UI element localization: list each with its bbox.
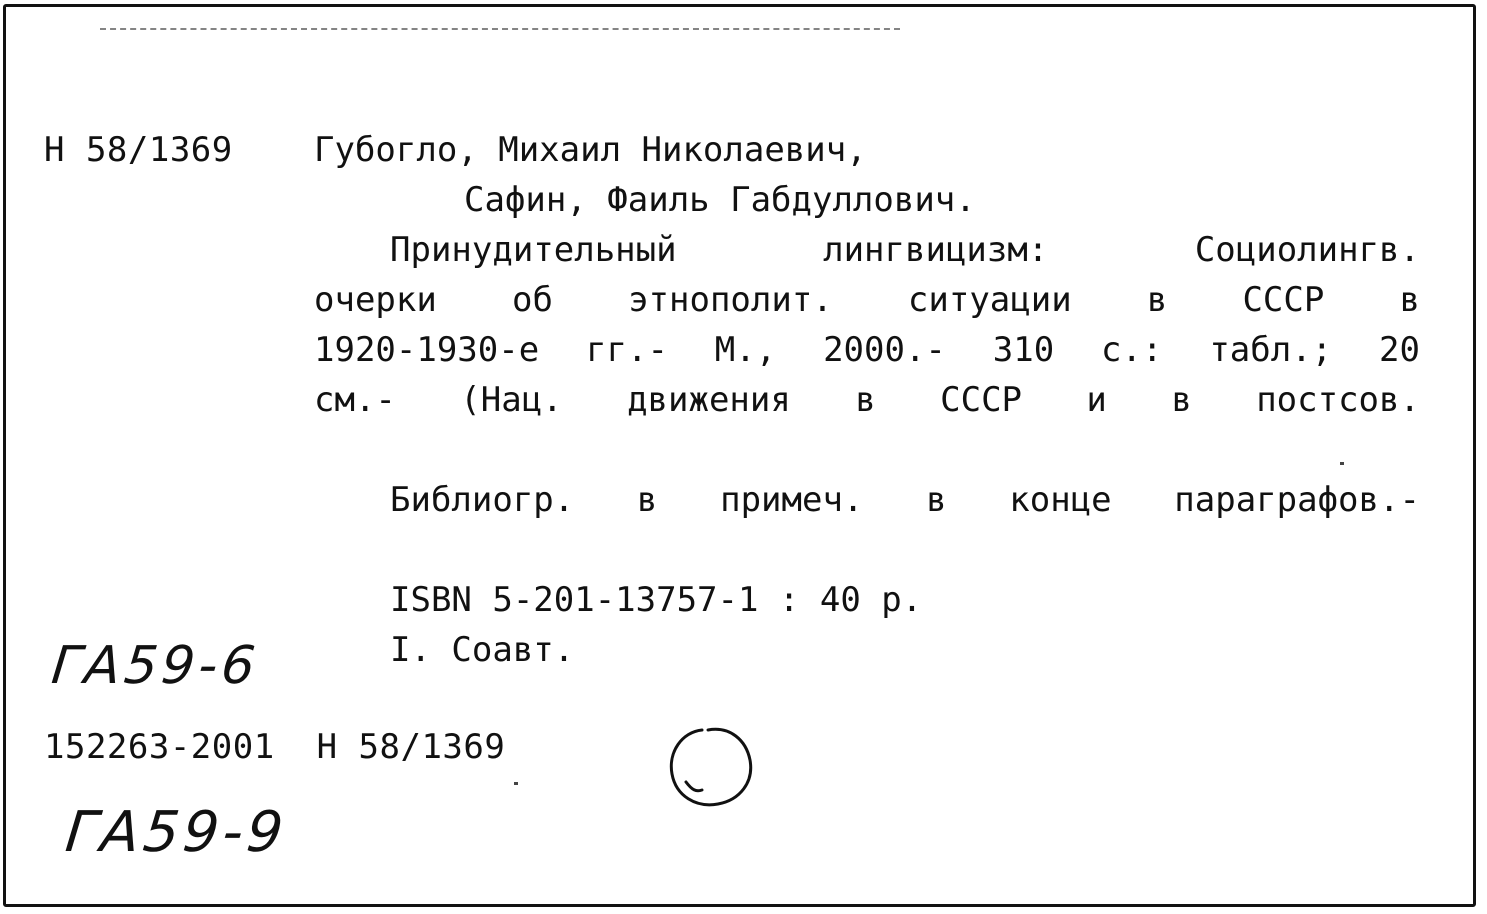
word: очерки bbox=[314, 280, 437, 320]
speck bbox=[1340, 462, 1344, 465]
word: СССР bbox=[1242, 280, 1325, 320]
card-body bbox=[314, 125, 1420, 675]
word: в bbox=[926, 480, 947, 520]
word: Социолингв. bbox=[1194, 230, 1420, 270]
word: этнополит. bbox=[628, 280, 833, 320]
isbn-line: ISBN 5-201-13757-1 : 40 р. bbox=[390, 580, 923, 620]
word: 1920-1930-е bbox=[314, 330, 540, 370]
word: и bbox=[1086, 380, 1107, 420]
word: с.: bbox=[1101, 330, 1163, 370]
author-co: Сафин, Фаиль Габдуллович. bbox=[464, 180, 976, 220]
description-line-2 bbox=[314, 275, 1420, 325]
word: гг.- bbox=[586, 330, 668, 370]
description-line-1 bbox=[314, 225, 1420, 275]
description-line-4 bbox=[314, 375, 1420, 425]
circle-stamp-icon bbox=[662, 724, 758, 812]
word: см.- bbox=[314, 380, 396, 420]
word: Принудительный bbox=[390, 230, 677, 270]
word: 2000.- bbox=[823, 330, 946, 370]
word: об bbox=[511, 280, 553, 320]
notes-line-2 bbox=[314, 525, 1420, 575]
description-line-3 bbox=[314, 325, 1420, 375]
word: СССР bbox=[940, 380, 1023, 420]
tracing-line: I. Соавт. bbox=[390, 630, 575, 670]
word: 20 bbox=[1379, 330, 1420, 370]
word: лингвицизм: bbox=[823, 230, 1049, 270]
inventory-number: 152263-2001 Н 58/1369 bbox=[44, 727, 506, 767]
notes-line-1 bbox=[314, 475, 1420, 525]
word: постсов. bbox=[1256, 380, 1420, 420]
word: в bbox=[1399, 280, 1420, 320]
word: параграфов.- bbox=[1174, 480, 1420, 520]
description-line-5 bbox=[314, 425, 1420, 475]
word: Библиогр. bbox=[390, 480, 575, 520]
word: ситуации bbox=[907, 280, 1072, 320]
word: в bbox=[636, 480, 658, 520]
word: в bbox=[1171, 380, 1192, 420]
word: М., bbox=[714, 330, 777, 370]
top-scan-marks bbox=[100, 28, 900, 34]
speck bbox=[514, 782, 518, 785]
handwritten-shelf-note-2: ГА59-9 bbox=[62, 800, 291, 865]
word: примеч. bbox=[720, 480, 864, 520]
handwritten-shelf-note-1: ГА59-6 bbox=[48, 636, 262, 696]
shelfmark: Н 58/1369 bbox=[44, 130, 233, 170]
word: в bbox=[855, 380, 876, 420]
word: 310 bbox=[992, 330, 1055, 370]
word: табл.; bbox=[1209, 330, 1333, 370]
author-main: Губогло, Михаил Николаевич, bbox=[314, 130, 867, 170]
word: конце bbox=[1009, 480, 1112, 520]
word: (Нац. bbox=[460, 380, 563, 420]
word: движения bbox=[627, 380, 791, 420]
word: в bbox=[1146, 280, 1168, 320]
